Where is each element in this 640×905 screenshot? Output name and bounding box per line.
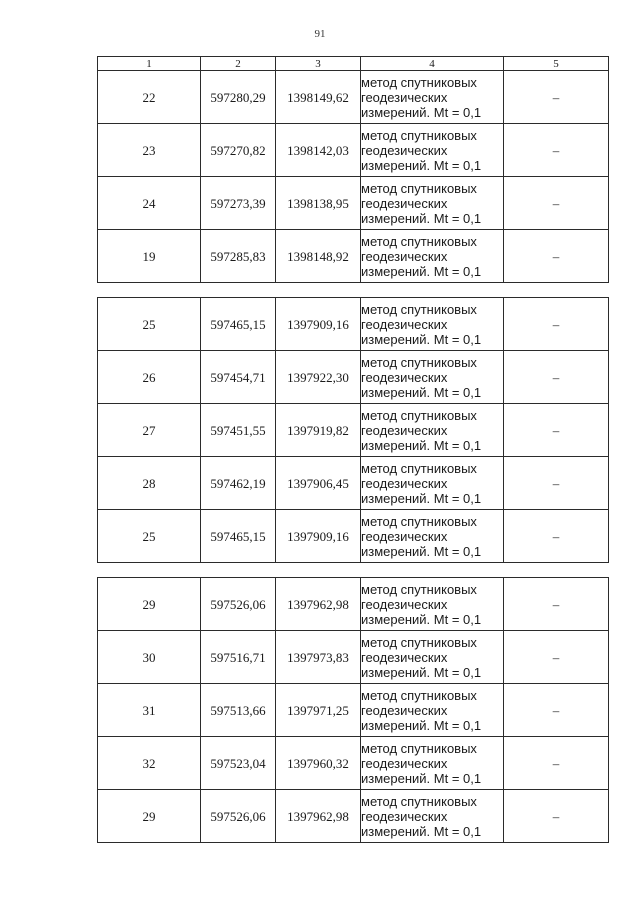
- x-coordinate-cell: 597273,39: [201, 177, 276, 230]
- x-coordinate-cell: 597523,04: [201, 737, 276, 790]
- point-number-cell: 26: [98, 351, 201, 404]
- x-coordinate-cell: 597280,29: [201, 71, 276, 124]
- table-row: [98, 684, 609, 737]
- x-coordinate-cell: 597513,66: [201, 684, 276, 737]
- column-number: 2: [201, 57, 276, 71]
- y-coordinate-cell: 1398148,92: [276, 230, 361, 283]
- x-coordinate-cell: 597526,06: [201, 790, 276, 843]
- y-coordinate-cell: 1397922,30: [276, 351, 361, 404]
- table-row: [98, 124, 609, 177]
- table-row: [98, 510, 609, 563]
- column-number: 4: [361, 57, 504, 71]
- point-number-cell: 22: [98, 71, 201, 124]
- method-cell: метод спутниковых геодезических измерений. Mt = 0,1: [361, 510, 504, 563]
- note-cell: –: [504, 298, 609, 351]
- group-separator-row: [98, 563, 609, 578]
- x-coordinate-cell: 597285,83: [201, 230, 276, 283]
- coordinates-table-body: [98, 57, 609, 843]
- method-cell: метод спутниковых геодезических измерений. Mt = 0,1: [361, 298, 504, 351]
- method-cell: метод спутниковых геодезических измерений. Mt = 0,1: [361, 631, 504, 684]
- y-coordinate-cell: 1397909,16: [276, 510, 361, 563]
- column-number: 5: [504, 57, 609, 71]
- point-number-cell: 25: [98, 510, 201, 563]
- y-coordinate-cell: 1397906,45: [276, 457, 361, 510]
- method-cell: метод спутниковых геодезических измерений. Mt = 0,1: [361, 230, 504, 283]
- y-coordinate-cell: 1397973,83: [276, 631, 361, 684]
- method-cell: метод спутниковых геодезических измерений. Mt = 0,1: [361, 684, 504, 737]
- table-row: [98, 230, 609, 283]
- method-cell: метод спутниковых геодезических измерений. Mt = 0,1: [361, 351, 504, 404]
- point-number-cell: 23: [98, 124, 201, 177]
- coordinates-table: [97, 56, 609, 843]
- x-coordinate-cell: 597465,15: [201, 298, 276, 351]
- y-coordinate-cell: 1398149,62: [276, 71, 361, 124]
- note-cell: –: [504, 510, 609, 563]
- note-cell: –: [504, 71, 609, 124]
- table-row: [98, 298, 609, 351]
- y-coordinate-cell: 1397909,16: [276, 298, 361, 351]
- column-number: 3: [276, 57, 361, 71]
- table-row: [98, 457, 609, 510]
- point-number-cell: 32: [98, 737, 201, 790]
- table-row: [98, 737, 609, 790]
- table-row: [98, 404, 609, 457]
- group-separator: [98, 283, 609, 298]
- column-number: 1: [98, 57, 201, 71]
- point-number-cell: 25: [98, 298, 201, 351]
- method-cell: метод спутниковых геодезических измерений. Mt = 0,1: [361, 124, 504, 177]
- note-cell: –: [504, 737, 609, 790]
- x-coordinate-cell: 597451,55: [201, 404, 276, 457]
- y-coordinate-cell: 1397962,98: [276, 790, 361, 843]
- method-cell: метод спутниковых геодезических измерений. Mt = 0,1: [361, 71, 504, 124]
- point-number-cell: 24: [98, 177, 201, 230]
- y-coordinate-cell: 1397960,32: [276, 737, 361, 790]
- note-cell: –: [504, 124, 609, 177]
- y-coordinate-cell: 1397962,98: [276, 578, 361, 631]
- point-number-cell: 28: [98, 457, 201, 510]
- x-coordinate-cell: 597270,82: [201, 124, 276, 177]
- table-row: [98, 177, 609, 230]
- y-coordinate-cell: 1398138,95: [276, 177, 361, 230]
- x-coordinate-cell: 597465,15: [201, 510, 276, 563]
- y-coordinate-cell: 1397971,25: [276, 684, 361, 737]
- point-number-cell: 27: [98, 404, 201, 457]
- note-cell: –: [504, 177, 609, 230]
- x-coordinate-cell: 597454,71: [201, 351, 276, 404]
- point-number-cell: 29: [98, 578, 201, 631]
- note-cell: –: [504, 457, 609, 510]
- method-cell: метод спутниковых геодезических измерений. Mt = 0,1: [361, 790, 504, 843]
- group-separator-row: [98, 283, 609, 298]
- method-cell: метод спутниковых геодезических измерений. Mt = 0,1: [361, 177, 504, 230]
- column-number-row: [98, 57, 609, 71]
- note-cell: –: [504, 404, 609, 457]
- table-row: [98, 578, 609, 631]
- x-coordinate-cell: 597526,06: [201, 578, 276, 631]
- note-cell: –: [504, 631, 609, 684]
- point-number-cell: 30: [98, 631, 201, 684]
- method-cell: метод спутниковых геодезических измерений. Mt = 0,1: [361, 404, 504, 457]
- note-cell: –: [504, 578, 609, 631]
- note-cell: –: [504, 790, 609, 843]
- page-number: 91: [314, 28, 326, 40]
- table-row: [98, 71, 609, 124]
- table-row: [98, 351, 609, 404]
- point-number-cell: 29: [98, 790, 201, 843]
- point-number-cell: 19: [98, 230, 201, 283]
- method-cell: метод спутниковых геодезических измерений. Mt = 0,1: [361, 578, 504, 631]
- x-coordinate-cell: 597462,19: [201, 457, 276, 510]
- table-row: [98, 790, 609, 843]
- group-separator: [98, 563, 609, 578]
- note-cell: –: [504, 684, 609, 737]
- y-coordinate-cell: 1397919,82: [276, 404, 361, 457]
- y-coordinate-cell: 1398142,03: [276, 124, 361, 177]
- point-number-cell: 31: [98, 684, 201, 737]
- method-cell: метод спутниковых геодезических измерений. Mt = 0,1: [361, 457, 504, 510]
- method-cell: метод спутниковых геодезических измерений. Mt = 0,1: [361, 737, 504, 790]
- x-coordinate-cell: 597516,71: [201, 631, 276, 684]
- table-row: [98, 631, 609, 684]
- note-cell: –: [504, 351, 609, 404]
- note-cell: –: [504, 230, 609, 283]
